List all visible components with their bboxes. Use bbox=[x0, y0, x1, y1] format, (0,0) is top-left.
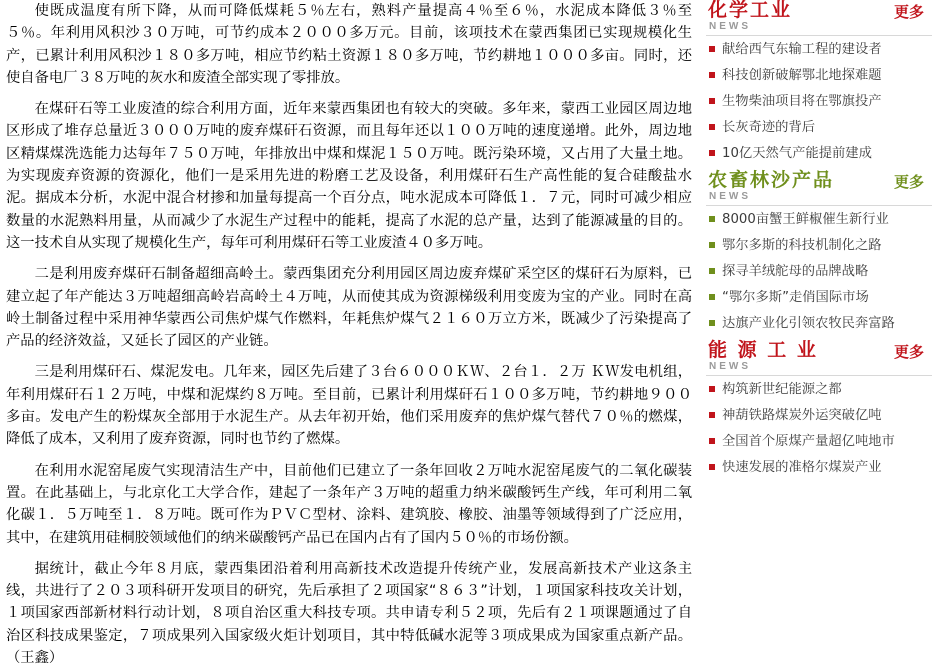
list-item[interactable] bbox=[706, 40, 932, 59]
article-paragraph: 二是利用废弃煤矸石制备超细高岭土。蒙西集团充分利用园区周边废弃煤矿采空区的煤矸石为原料，已建立起了年产能达３万吨超细高岭岩高岭土４万吨，从而使其成为资源梯级利用变废为宝的产业。同时在高岭土制备过程中采用神华蒙西公司焦炉煤气作燃料，年耗焦炉煤气２１６０万立方米，既减少了污染提高了产品的经济效益，又延长了园区的产业链。 bbox=[6, 266, 692, 350]
square-bullet-icon bbox=[709, 72, 715, 78]
square-bullet-icon bbox=[709, 320, 715, 326]
square-bullet-icon bbox=[709, 268, 715, 274]
square-bullet-icon bbox=[709, 46, 715, 52]
block-header bbox=[706, 170, 932, 204]
block-title: 能 源 工 业 bbox=[708, 339, 818, 361]
list-item-label: 神葫铁路煤炭外运突破亿吨 bbox=[722, 408, 882, 423]
sidebar-block-agriculture-products bbox=[706, 170, 932, 333]
square-bullet-icon bbox=[709, 150, 715, 156]
list-item-label: 长灰奇迹的背后 bbox=[722, 120, 816, 135]
article-paragraph: 据统计，截止今年８月底，蒙西集团沿着利用高新技术改造提升传统产业，发展高新技术产业这条主线，共进行了２０３项科研开发项目的研究，先后承担了２项国家“８６３”计划，１项国家科技攻关计划，１项国家西部新材料行动计划，８项自治区重大科技专项。共申请专利５２项，先后有２１项课题通过了自治区科技成果鉴定，７项成果列入国家级火炬计划项目，其中特低碱水泥等３项成果成为国家重点新产品。（王鑫） bbox=[6, 560, 692, 667]
list-item-label: 10亿天然气产能提前建成 bbox=[722, 146, 872, 161]
list-item-label: “鄂尔多斯”走俏国际市场 bbox=[722, 290, 869, 305]
more-link[interactable]: 更多 bbox=[893, 173, 924, 191]
list-item[interactable] bbox=[706, 210, 932, 229]
list-item[interactable] bbox=[706, 92, 932, 111]
article-paragraph: 在利用水泥窑尾废气实现清洁生产中，目前他们已建立了一条年回收２万吨水泥窑尾废气的二氧化碳装置。在此基础上，与北京化工大学合作，建起了一条年产３万吨的超重力纳米碳酸钙生产线，年可利用二氧化碳１．５万吨至１．８万吨。既可作为ＰＶＣ型材、涂料、建筑胶、橡胶、油墨等领域得到了广泛应用，其中，在建筑用硅桐胶领域他们的纳米碳酸钙产品已在国内占有了国内５０％的市场份额。 bbox=[6, 462, 692, 546]
divider bbox=[706, 375, 932, 376]
list-item[interactable] bbox=[706, 314, 932, 333]
block-subtitle: NEWS bbox=[709, 21, 751, 32]
square-bullet-icon bbox=[709, 464, 715, 470]
list-item[interactable] bbox=[706, 406, 932, 425]
list-item[interactable] bbox=[706, 118, 932, 137]
list-item-label: 达旗产业化引领农牧民奔富路 bbox=[722, 316, 895, 331]
list-item-label: 构筑新世纪能源之都 bbox=[722, 382, 842, 397]
list-item[interactable] bbox=[706, 432, 932, 451]
article-paragraph: 使既成温度有所下降，从而可降低煤耗５％左右，熟料产量提高４％至６％，水泥成本降低３％至５％。年利用风积沙３０万吨，可节约成本２０００多万元。目前，该项技术在蒙西集团已实现规模化生产，已累计利用风积沙１８０多万吨，相应节约粘土资源１８０多万吨，节约耕地１０００多亩。同时，还使自备电厂３８万吨的灰水和废渣全部实现了零排放。 bbox=[6, 3, 692, 86]
list-item-label: 探寻羊绒舵母的品牌战略 bbox=[722, 264, 869, 279]
square-bullet-icon bbox=[709, 412, 715, 418]
block-title: 化学工业 bbox=[708, 0, 793, 21]
sidebar-block-energy-industry bbox=[706, 340, 932, 477]
list-item[interactable] bbox=[706, 236, 932, 255]
article-paragraph: 三是利用煤矸石、煤泥发电。几年来，园区先后建了３台６０００ＫＷ、２台１．２万 ＫＷ发电机组，年利用煤矸石１２万吨，中煤和泥煤约８万吨。至目前，已累计利用煤矸石１００多万吨，节约耕地９００多亩。发电产生的粉煤灰全部用于水泥生产。从去年初开始，他们采用废弃的焦炉煤气替代７０％的燃煤，降低了成本，又利用了废弃资源，同时也节约了燃煤。 bbox=[6, 364, 692, 448]
square-bullet-icon bbox=[709, 386, 715, 392]
sidebar bbox=[700, 0, 938, 559]
news-list bbox=[706, 40, 932, 163]
news-list bbox=[706, 380, 932, 477]
square-bullet-icon bbox=[709, 242, 715, 248]
sidebar-block-chemical-industry bbox=[706, 0, 932, 163]
list-item[interactable] bbox=[706, 288, 932, 307]
list-item-label: 献给西气东输工程的建设者 bbox=[722, 42, 882, 57]
block-header bbox=[706, 0, 932, 34]
list-item-label: 生物柴油项目将在鄂旗投产 bbox=[722, 94, 882, 109]
list-item[interactable] bbox=[706, 262, 932, 281]
list-item[interactable] bbox=[706, 458, 932, 477]
block-header bbox=[706, 340, 932, 374]
list-item-label: 全国首个原煤产量超亿吨地市 bbox=[722, 434, 895, 449]
news-list bbox=[706, 210, 932, 333]
more-link[interactable]: 更多 bbox=[893, 343, 924, 361]
divider bbox=[706, 205, 932, 206]
list-item[interactable] bbox=[706, 66, 932, 85]
block-subtitle: NEWS bbox=[709, 191, 751, 202]
list-item[interactable] bbox=[706, 144, 932, 163]
more-link[interactable]: 更多 bbox=[893, 3, 924, 21]
square-bullet-icon bbox=[709, 124, 715, 130]
square-bullet-icon bbox=[709, 216, 715, 222]
block-title: 农畜林沙产品 bbox=[708, 169, 835, 191]
list-item-label: 鄂尔多斯的科技机制化之路 bbox=[722, 238, 882, 253]
list-item-label: 科技创新破解鄂北地探难题 bbox=[722, 68, 882, 83]
block-subtitle: NEWS bbox=[709, 361, 751, 372]
list-item-label: 8000亩蟹王鲜椒催生新行业 bbox=[722, 212, 889, 227]
article-paragraph: 在煤矸石等工业废渣的综合利用方面，近年来蒙西集团也有较大的突破。多年来，蒙西工业园区周边地区形成了堆存总量近３０００万吨的废弃煤矸石资源，而且每年还以１００万吨的速度递增。此外，周边地区精煤煤洗选能力达每年７５０万吨，年排放出中煤和煤泥１５０万吨。既污染环境，又占用了大量土地。为实现废弃资源的资源化，他们一是采用先进的粉磨工艺及设备，利用煤矸石生产高性能的复合硅酸盐水泥。据成本分析，水泥中混合材掺和加量每提高一个百分点，吨水泥成本可降低１．７元，同时可减少相应数量的水泥熟料用量，从而减少了水泥生产过程中的能耗，提高了水泥的总产量，达到了能源减量的目的。这一技术自从实现了规模化生产，每年可利用煤矸石等工业废渣４０多万吨。 bbox=[6, 101, 692, 251]
list-item-label: 快速发展的准格尔煤炭产业 bbox=[722, 460, 882, 475]
square-bullet-icon bbox=[709, 438, 715, 444]
square-bullet-icon bbox=[709, 294, 715, 300]
square-bullet-icon bbox=[709, 98, 715, 104]
list-item[interactable] bbox=[706, 380, 932, 399]
divider bbox=[706, 35, 932, 36]
